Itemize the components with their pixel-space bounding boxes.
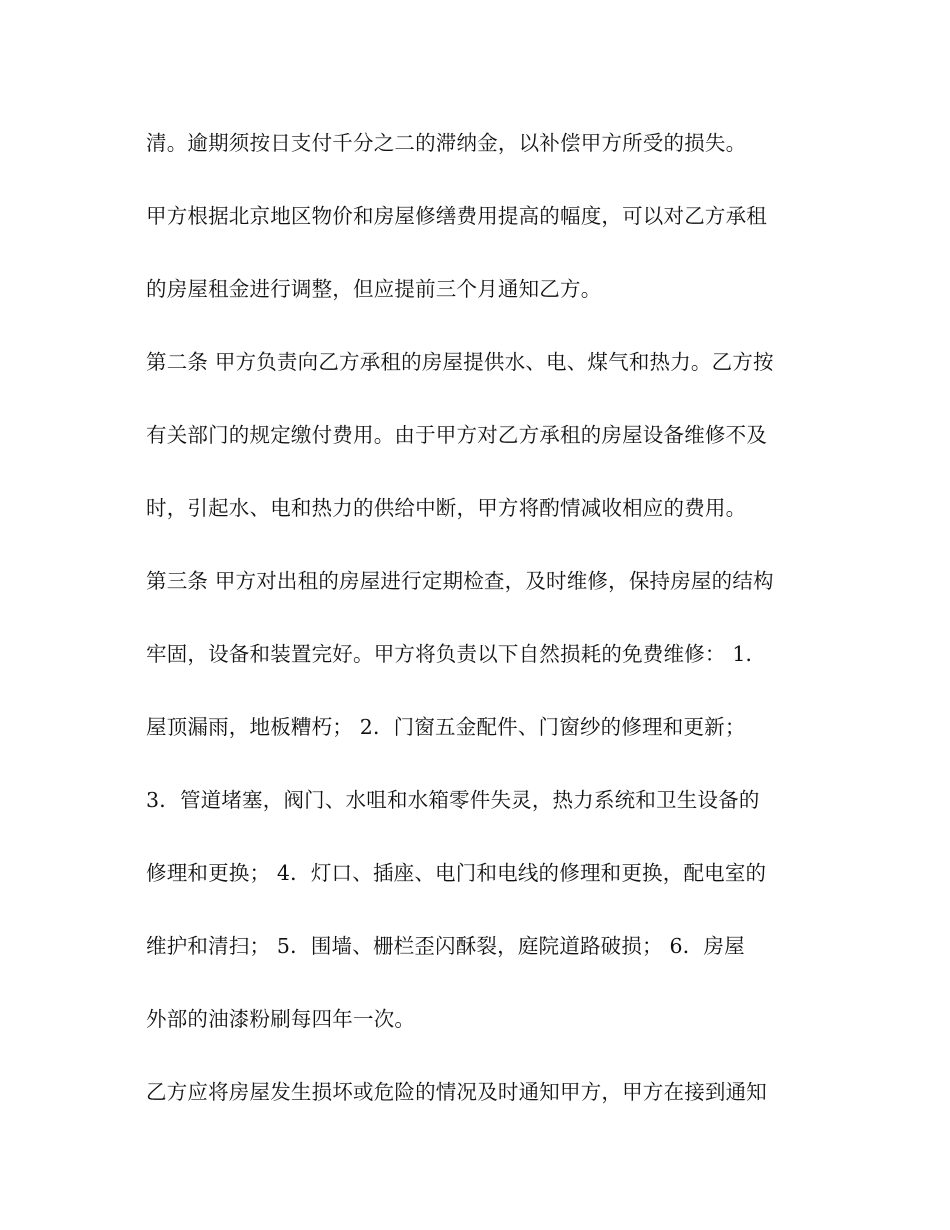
text-line: 第三条 甲方对出租的房屋进行定期检查，及时维修，保持房屋的结构 (146, 569, 774, 593)
text-line: 甲方根据北京地区物价和房屋修缮费用提高的幅度，可以对乙方承租 (146, 204, 767, 228)
text-line: 屋顶漏雨，地板糟朽； 2．门窗五金配件、门窗纱的修理和更新； (146, 715, 746, 739)
text-line: 3．管道堵塞，阀门、水咀和水箱零件失灵，热力系统和卫生设备的 (146, 788, 760, 812)
text-line: 清。逾期须按日支付千分之二的滞纳金，以补偿甲方所受的损失。 (146, 131, 747, 155)
text-line: 的房屋租金进行调整，但应提前三个月通知乙方。 (146, 277, 602, 301)
text-line: 维护和清扫； 5．围墙、栅栏歪闪酥裂，庭院道路破损； 6．房屋 (146, 934, 745, 958)
text-line: 修理和更换； 4．灯口、插座、电门和电线的修理和更换，配电室的 (146, 861, 767, 885)
text-line: 牢固，设备和装置完好。甲方将负责以下自然损耗的免费维修： 1． (146, 642, 767, 666)
text-line: 有关部门的规定缴付费用。由于甲方对乙方承租的房屋设备维修不及 (146, 423, 767, 447)
text-line: 外部的油漆粉刷每四年一次。 (146, 1007, 416, 1031)
text-line: 第二条 甲方负责向乙方承租的房屋提供水、电、煤气和热力。乙方按 (146, 350, 774, 374)
text-line: 乙方应将房屋发生损坏或危险的情况及时通知甲方，甲方在接到通知 (146, 1080, 767, 1104)
text-line: 时，引起水、电和热力的供给中断，甲方将酌情减收相应的费用。 (146, 496, 747, 520)
